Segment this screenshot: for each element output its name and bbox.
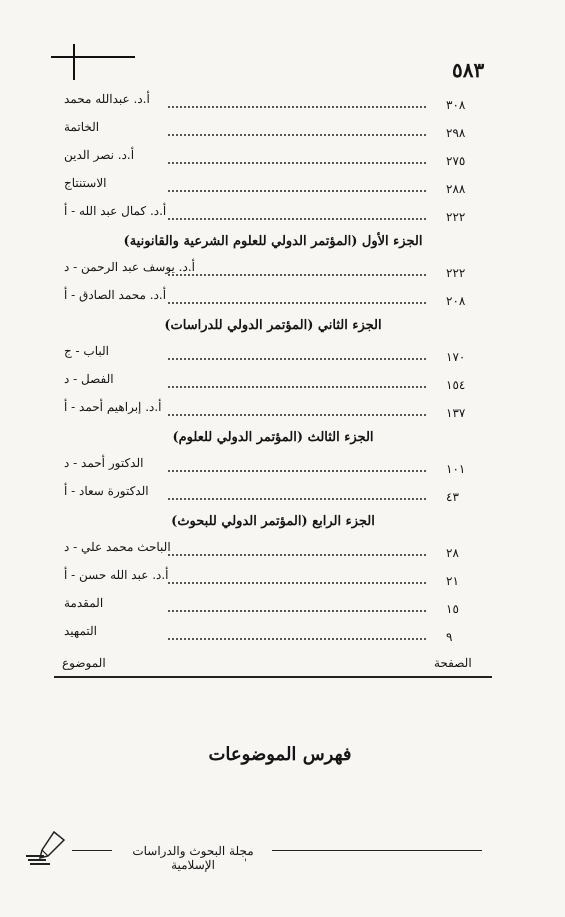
- toc-entry-page-number: ١٧٠: [446, 350, 466, 364]
- toc-entry-title: أ.د. إبراهيم أحمد - أ: [64, 400, 162, 414]
- toc-entry[interactable]: [54, 116, 492, 144]
- toc-entry-title: الخاتمة: [64, 120, 100, 134]
- topic-column-label: الموضوع: [62, 656, 106, 670]
- toc-dot-leader: [168, 458, 426, 472]
- toc-entry[interactable]: [54, 172, 492, 200]
- toc-entry[interactable]: [54, 256, 492, 284]
- toc-entry-title: الفصل - د: [64, 372, 114, 386]
- toc-section-heading: (المؤتمر الدولي للعلوم) الجزء الثالث: [172, 430, 374, 445]
- toc-dot-leader: [168, 290, 426, 304]
- toc-entry-title: الباحث محمد علي - د: [64, 540, 171, 554]
- toc-dot-leader: [168, 122, 426, 136]
- toc-entry-title: أ.د. عبدالله محمد: [64, 92, 150, 106]
- toc-dot-leader: [168, 346, 426, 360]
- toc-entry-title: الدكتور أحمد - د: [64, 456, 144, 470]
- toc-entry-page-number: ٩: [446, 630, 453, 644]
- toc-column-header: [54, 650, 492, 678]
- toc-entry-page-number: ١٠١: [446, 462, 466, 476]
- toc-dot-leader: [168, 570, 426, 584]
- toc-entry-page-number: ٢٨: [446, 546, 459, 560]
- toc-dot-leader: [168, 598, 426, 612]
- toc-entry[interactable]: [54, 480, 492, 508]
- toc-entry-page-number: ٢٢٢: [446, 210, 466, 224]
- toc-entry-page-number: ١٥: [446, 602, 459, 616]
- toc-entry[interactable]: [54, 144, 492, 172]
- toc-section-heading: (المؤتمر الدولي للدراسات) الجزء الثاني: [164, 318, 382, 333]
- toc-dot-leader: [168, 374, 426, 388]
- toc-entry-title: أ.د. نصر الدين: [64, 148, 135, 162]
- toc-entry[interactable]: [54, 564, 492, 592]
- toc-entry[interactable]: [54, 340, 492, 368]
- toc-dot-leader: [168, 542, 426, 556]
- toc-dot-leader: [168, 486, 426, 500]
- toc-entry-page-number: ٤٣: [446, 490, 459, 504]
- footer: [72, 844, 492, 872]
- pen-logo-icon: [24, 826, 68, 870]
- toc-dot-leader: [168, 150, 426, 164]
- toc-entry[interactable]: [54, 88, 492, 116]
- toc-section-heading: (المؤتمر الدولي للبحوث) الجزء الرابع: [171, 514, 375, 529]
- toc-entry-title: الباب - ج: [64, 344, 109, 358]
- toc-dot-leader: [168, 94, 426, 108]
- toc-entry-page-number: ٢٨٨: [446, 182, 466, 196]
- toc-entry[interactable]: [54, 536, 492, 564]
- toc-entry-title: المقدمة: [64, 596, 104, 610]
- table-of-contents: [54, 88, 492, 678]
- page-mark: ': [244, 858, 247, 869]
- toc-entry-page-number: ٢١: [446, 574, 459, 588]
- toc-entry-page-number: ٢٧٥: [446, 154, 466, 168]
- toc-dot-leader: [168, 626, 426, 640]
- toc-entry-page-number: ١٣٧: [446, 406, 466, 420]
- page-number-frame: [51, 44, 135, 80]
- toc-dot-leader: [168, 206, 426, 220]
- toc-entry[interactable]: [54, 396, 492, 424]
- toc-entry[interactable]: [54, 592, 492, 620]
- toc-entry-title: أ.د. كمال عبد الله - أ: [64, 204, 167, 218]
- page-number: ٥٨٣: [452, 58, 485, 82]
- toc-entry[interactable]: [54, 452, 492, 480]
- toc-entry-title: الدكتورة سعاد - أ: [64, 484, 149, 498]
- toc-entry[interactable]: [54, 284, 492, 312]
- toc-entry-title: التمهيد: [64, 624, 97, 638]
- footer-text: مجلة البحوث والدراسات الإسلامية: [132, 844, 254, 872]
- toc-dot-leader: [168, 178, 426, 192]
- toc-dot-leader: [168, 262, 426, 276]
- toc-entry-title: الاستنتاج: [64, 176, 107, 190]
- toc-entry-title: أ.د. عبد الله حسن - أ: [64, 568, 169, 582]
- toc-entry[interactable]: [54, 368, 492, 396]
- toc-entry-page-number: ٣٠٨: [446, 98, 466, 112]
- toc-entry-page-number: ١٥٤: [446, 378, 466, 392]
- toc-entry-title: أ.د. يوسف عبد الرحمن - د: [64, 260, 195, 274]
- toc-entry-page-number: ٢٩٨: [446, 126, 466, 140]
- toc-dot-leader: [168, 402, 426, 416]
- toc-entry-page-number: ٢٠٨: [446, 294, 466, 308]
- toc-entry[interactable]: [54, 620, 492, 648]
- toc-section-heading: (المؤتمر الدولي للعلوم الشرعية والقانونية) الجزء الأول: [123, 234, 423, 249]
- chapter-title: فهرس الموضوعات: [208, 744, 352, 765]
- toc-entry-page-number: ٢٢٢: [446, 266, 466, 280]
- toc-entry[interactable]: [54, 200, 492, 228]
- page-column-label: الصفحة: [434, 656, 472, 670]
- toc-entry-title: أ.د. محمد الصادق - أ: [64, 288, 167, 302]
